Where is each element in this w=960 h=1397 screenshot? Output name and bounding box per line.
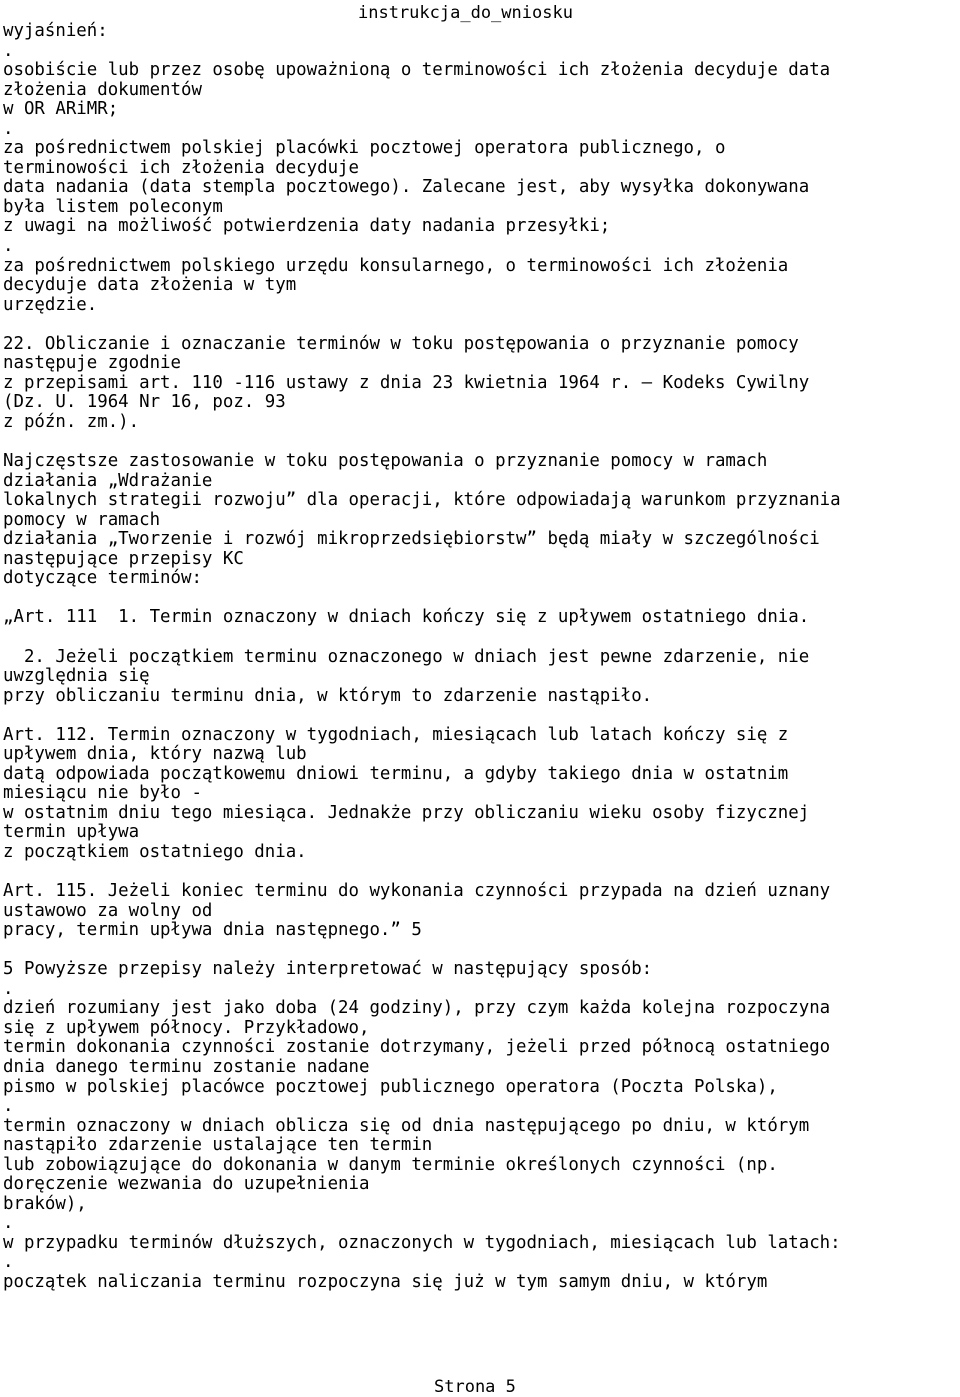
text-line: pismo w polskiej placówce pocztowej publicznego operatora (Poczta Polska), — [3, 1076, 778, 1097]
text-line: Art. 115. Jeżeli koniec terminu do wykonania czynności przypada na dzień uznany — [3, 881, 831, 902]
text-line: 22. Obliczanie i oznaczanie terminów w toku postępowania o przyznanie pomocy — [3, 333, 799, 354]
text-line: Art. 112. Termin oznaczony w tygodniach, miesiącach lub latach kończy się z — [3, 724, 789, 745]
text-line — [3, 589, 960, 609]
text-line: . — [3, 1213, 14, 1234]
text-line: data nadania (data stempla pocztowego). Zalecane jest, aby wysyłka dokonywana — [3, 177, 810, 198]
text-line: działania „Wdrażanie — [3, 470, 213, 491]
page-footer-number: Strona 5 — [434, 1377, 516, 1397]
text-line: za pośrednictwem polskiej placówki pocztowej operatora publicznego, o — [3, 138, 726, 159]
text-line: uwzględnia się — [3, 666, 150, 687]
text-line: w ostatnim dniu tego miesiąca. Jednakże przy obliczaniu wieku osoby fizycznej — [3, 802, 810, 823]
text-line: . — [3, 40, 14, 61]
text-line: . — [3, 236, 14, 257]
text-line: lub zobowiązujące do dokonania w danym terminie określonych czynności (np. — [3, 1154, 778, 1175]
text-line — [3, 628, 960, 648]
text-line — [3, 706, 960, 726]
text-line: . — [3, 1252, 14, 1273]
text-line: miesiącu nie było - — [3, 783, 202, 804]
text-line: . — [3, 118, 14, 139]
text-line: dzień rozumiany jest jako doba (24 godziny), przy czym każda kolejna rozpoczyna — [3, 998, 831, 1019]
text-line: za pośrednictwem polskiego urzędu konsularnego, o terminowości ich złożenia — [3, 255, 789, 276]
document-body — [3, 22, 960, 1293]
text-line: przy obliczaniu terminu dnia, w którym to zdarzenie nastąpiło. — [3, 685, 653, 706]
text-line: upływem dnia, który nazwą lub — [3, 744, 307, 765]
text-line: się z upływem północy. Przykładowo, — [3, 1017, 370, 1038]
text-line: dnia danego terminu zostanie nadane — [3, 1056, 370, 1077]
text-line: urzędzie. — [3, 294, 98, 315]
text-line: decyduje data złożenia w tym — [3, 275, 297, 296]
text-line: termin oznaczony w dniach oblicza się od dnia następującego po dniu, w którym — [3, 1115, 810, 1136]
text-line — [3, 863, 960, 883]
text-line: termin dokonania czynności zostanie dotrzymany, jeżeli przed północą ostatniego — [3, 1037, 831, 1058]
text-line: działania „Tworzenie i rozwój mikroprzedsiębiorstw” będą miały w szczególności — [3, 529, 820, 550]
text-line: była listem poleconym — [3, 196, 223, 217]
text-line: ustawowo za wolny od — [3, 900, 213, 921]
text-line: 5 Powyższe przepisy należy interpretować w następujący sposób: — [3, 959, 653, 980]
text-line: z przepisami art. 110 -116 ustawy z dnia 23 kwietnia 1964 r. – Kodeks Cywilny — [3, 372, 810, 393]
text-line: złożenia dokumentów — [3, 79, 202, 100]
text-line: w OR ARiMR; — [3, 99, 119, 120]
text-line: nastąpiło zdarzenie ustalające ten termin — [3, 1135, 433, 1156]
text-line: osobiście lub przez osobę upoważnioną o terminowości ich złożenia decyduje data — [3, 60, 831, 81]
text-line — [3, 941, 960, 961]
text-line: następuje zgodnie — [3, 353, 181, 374]
text-line: następujące przepisy KC — [3, 548, 244, 569]
text-line: 2. Jeżeli początkiem terminu oznaczonego w dniach jest pewne zdarzenie, nie — [3, 646, 810, 667]
text-line: wyjaśnień: — [3, 21, 108, 41]
text-line: w przypadku terminów dłuższych, oznaczonych w tygodniach, miesiącach lub latach: — [3, 1232, 841, 1253]
text-line: pomocy w ramach — [3, 509, 161, 530]
text-line: dotyczące terminów: — [3, 568, 202, 589]
text-line: . — [3, 1096, 14, 1117]
text-line: termin upływa — [3, 822, 140, 843]
text-line: doręczenie wezwania do uzupełnienia — [3, 1174, 370, 1195]
text-line: pracy, termin upływa dnia następnego.” 5 — [3, 920, 422, 941]
text-line — [3, 315, 960, 335]
text-line — [3, 432, 960, 452]
page-header-title: instrukcja_do_wniosku — [358, 3, 573, 23]
text-line: . — [3, 978, 14, 999]
text-line: braków), — [3, 1193, 87, 1214]
text-line: z późn. zm.). — [3, 411, 140, 432]
text-line: z uwagi na możliwość potwierdzenia daty nadania przesyłki; — [3, 216, 611, 237]
text-line: terminowości ich złożenia decyduje — [3, 157, 359, 178]
text-line: początek naliczania terminu rozpoczyna się już w tym samym dniu, w którym — [3, 1272, 768, 1292]
text-line: „Art. 111 1. Termin oznaczony w dniach kończy się z upływem ostatniego dnia. — [3, 607, 810, 628]
text-line: datą odpowiada początkowemu dniowi terminu, a gdyby takiego dnia w ostatnim — [3, 763, 789, 784]
text-line: z początkiem ostatniego dnia. — [3, 841, 307, 862]
text-line: Najczęstsze zastosowanie w toku postępowania o przyznanie pomocy w ramach — [3, 451, 768, 472]
text-line: lokalnych strategii rozwoju” dla operacji, które odpowiadają warunkom przyznania — [3, 490, 841, 511]
text-line: (Dz. U. 1964 Nr 16, poz. 93 — [3, 392, 286, 413]
